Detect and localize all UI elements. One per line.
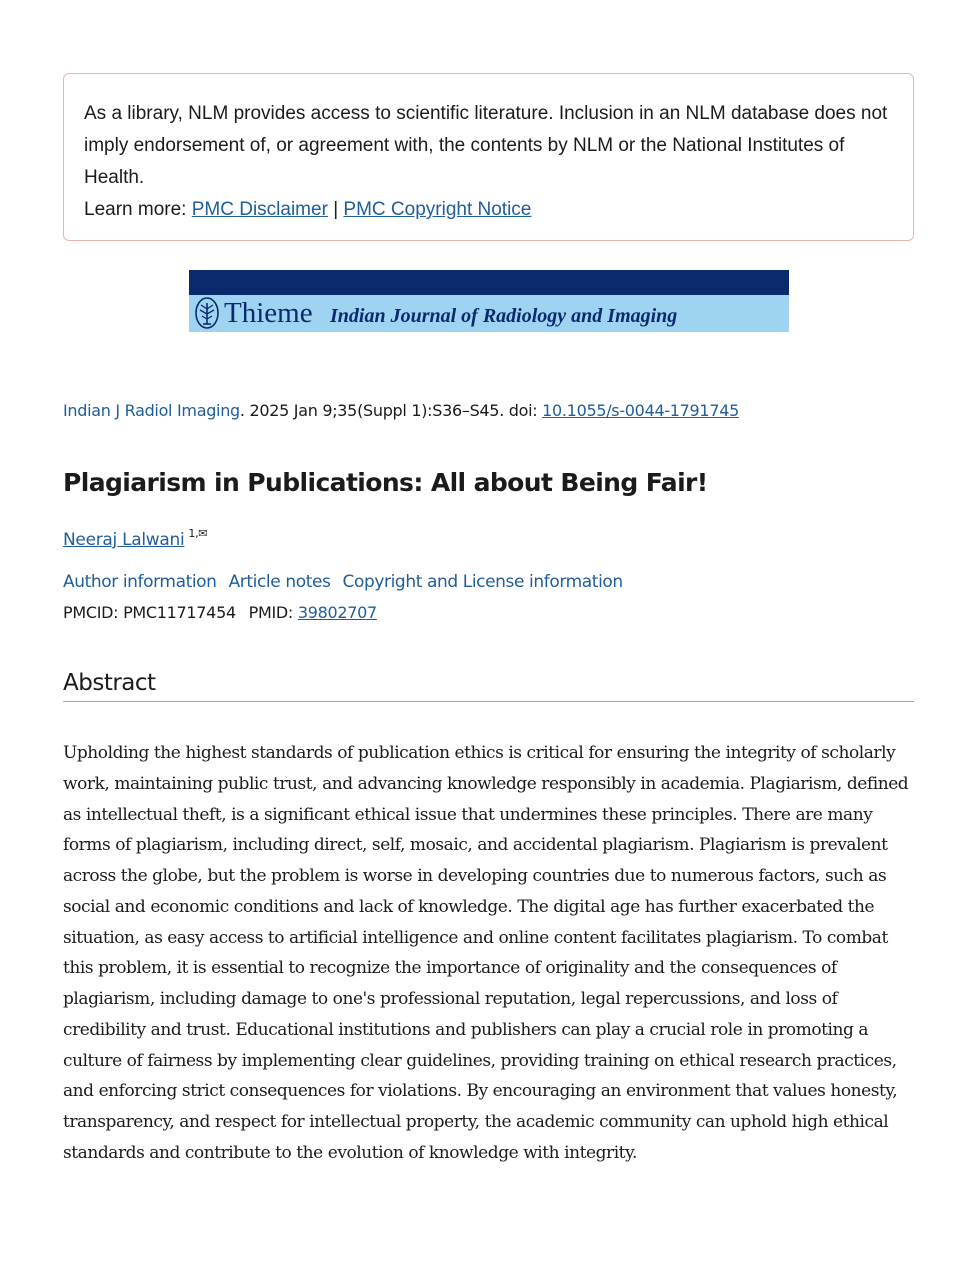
journal-banner[interactable] [189,270,789,332]
pmc-disclaimer-link[interactable]: PMC Disclaimer [191,199,328,220]
publisher-logo-text: Thieme [224,297,313,329]
pmid-label: PMID: [248,603,294,622]
pmid-link[interactable]: 39802707 [297,603,377,622]
learn-more-label: Learn more: [84,199,187,220]
citation-line [63,399,739,423]
learn-more-line [84,194,893,226]
author-line [63,522,207,552]
article-notes-toggle[interactable]: Article notes [228,572,331,592]
author-information-toggle[interactable]: Author information [63,572,217,592]
pmcid-value: PMC11717454 [123,603,236,622]
notice-text: As a library, NLM provides access to scientific literature. Inclusion in an NLM database does not imply endorsement of, or agreement with, the contents by NLM or the National Institutes of Health. [84,103,888,188]
journal-link[interactable]: Indian J Radiol Imaging [63,401,240,420]
citation-details: . 2025 Jan 9;35(Suppl 1):S36–S45. doi: [239,401,543,420]
abstract-text: Upholding the highest standards of publication ethics is critical for ensuring the integrity of scholarly work, maintaining public trust, and advancing knowledge responsibly in academia. Plagiarism, defined as intellectual theft, is a significant ethical issue that undermines these principles. There are many forms of plagiarism, including direct, self, mosaic, and accidental plagiarism. Plagiarism is prevalent across the globe, but the problem is worse in developing countries due to numerous factors, such as social and economic conditions and lack of knowledge. The digital age has further exacerbated the situation, as easy access to artificial intelligence and online content facilitates plagiarism. To combat this problem, it is essential to recognize the importance of originality and the consequences of plagiarism, including damage to one's professional reputation, legal repercussions, and loss of credibility and trust. Educational institutions and publishers can play a crucial role in promoting a culture of fairness by implementing clear guidelines, providing training on ethical research practices, and enforcing strict consequences for violations. By encouraging an environment that values honesty, transparency, and respect for intellectual property, the academic community can uphold high ethical standards and contribute to the evolution of knowledge with integrity. [63,743,909,1163]
article-info-links [63,570,630,594]
pmc-copyright-notice-link[interactable]: PMC Copyright Notice [343,199,532,220]
article-identifiers [63,601,377,625]
article-title: Plagiarism in Publications: All about Being Fair! [63,468,708,497]
nlm-disclaimer-notice [63,73,914,241]
author-link[interactable]: Neeraj Lalwani [63,530,185,550]
banner-journal-name: Indian Journal of Radiology and Imaging [330,305,678,327]
doi-link[interactable]: 10.1055/s-0044-1791745 [542,401,739,420]
abstract-heading: Abstract [63,666,914,702]
copyright-license-toggle[interactable]: Copyright and License information [342,572,623,592]
banner-top-bar [189,270,789,295]
author-affiliation-sup: 1,✉ [188,527,208,540]
pmcid-label: PMCID: [63,603,119,622]
thieme-tree-logo-icon [195,297,219,329]
link-separator: | [333,199,339,220]
